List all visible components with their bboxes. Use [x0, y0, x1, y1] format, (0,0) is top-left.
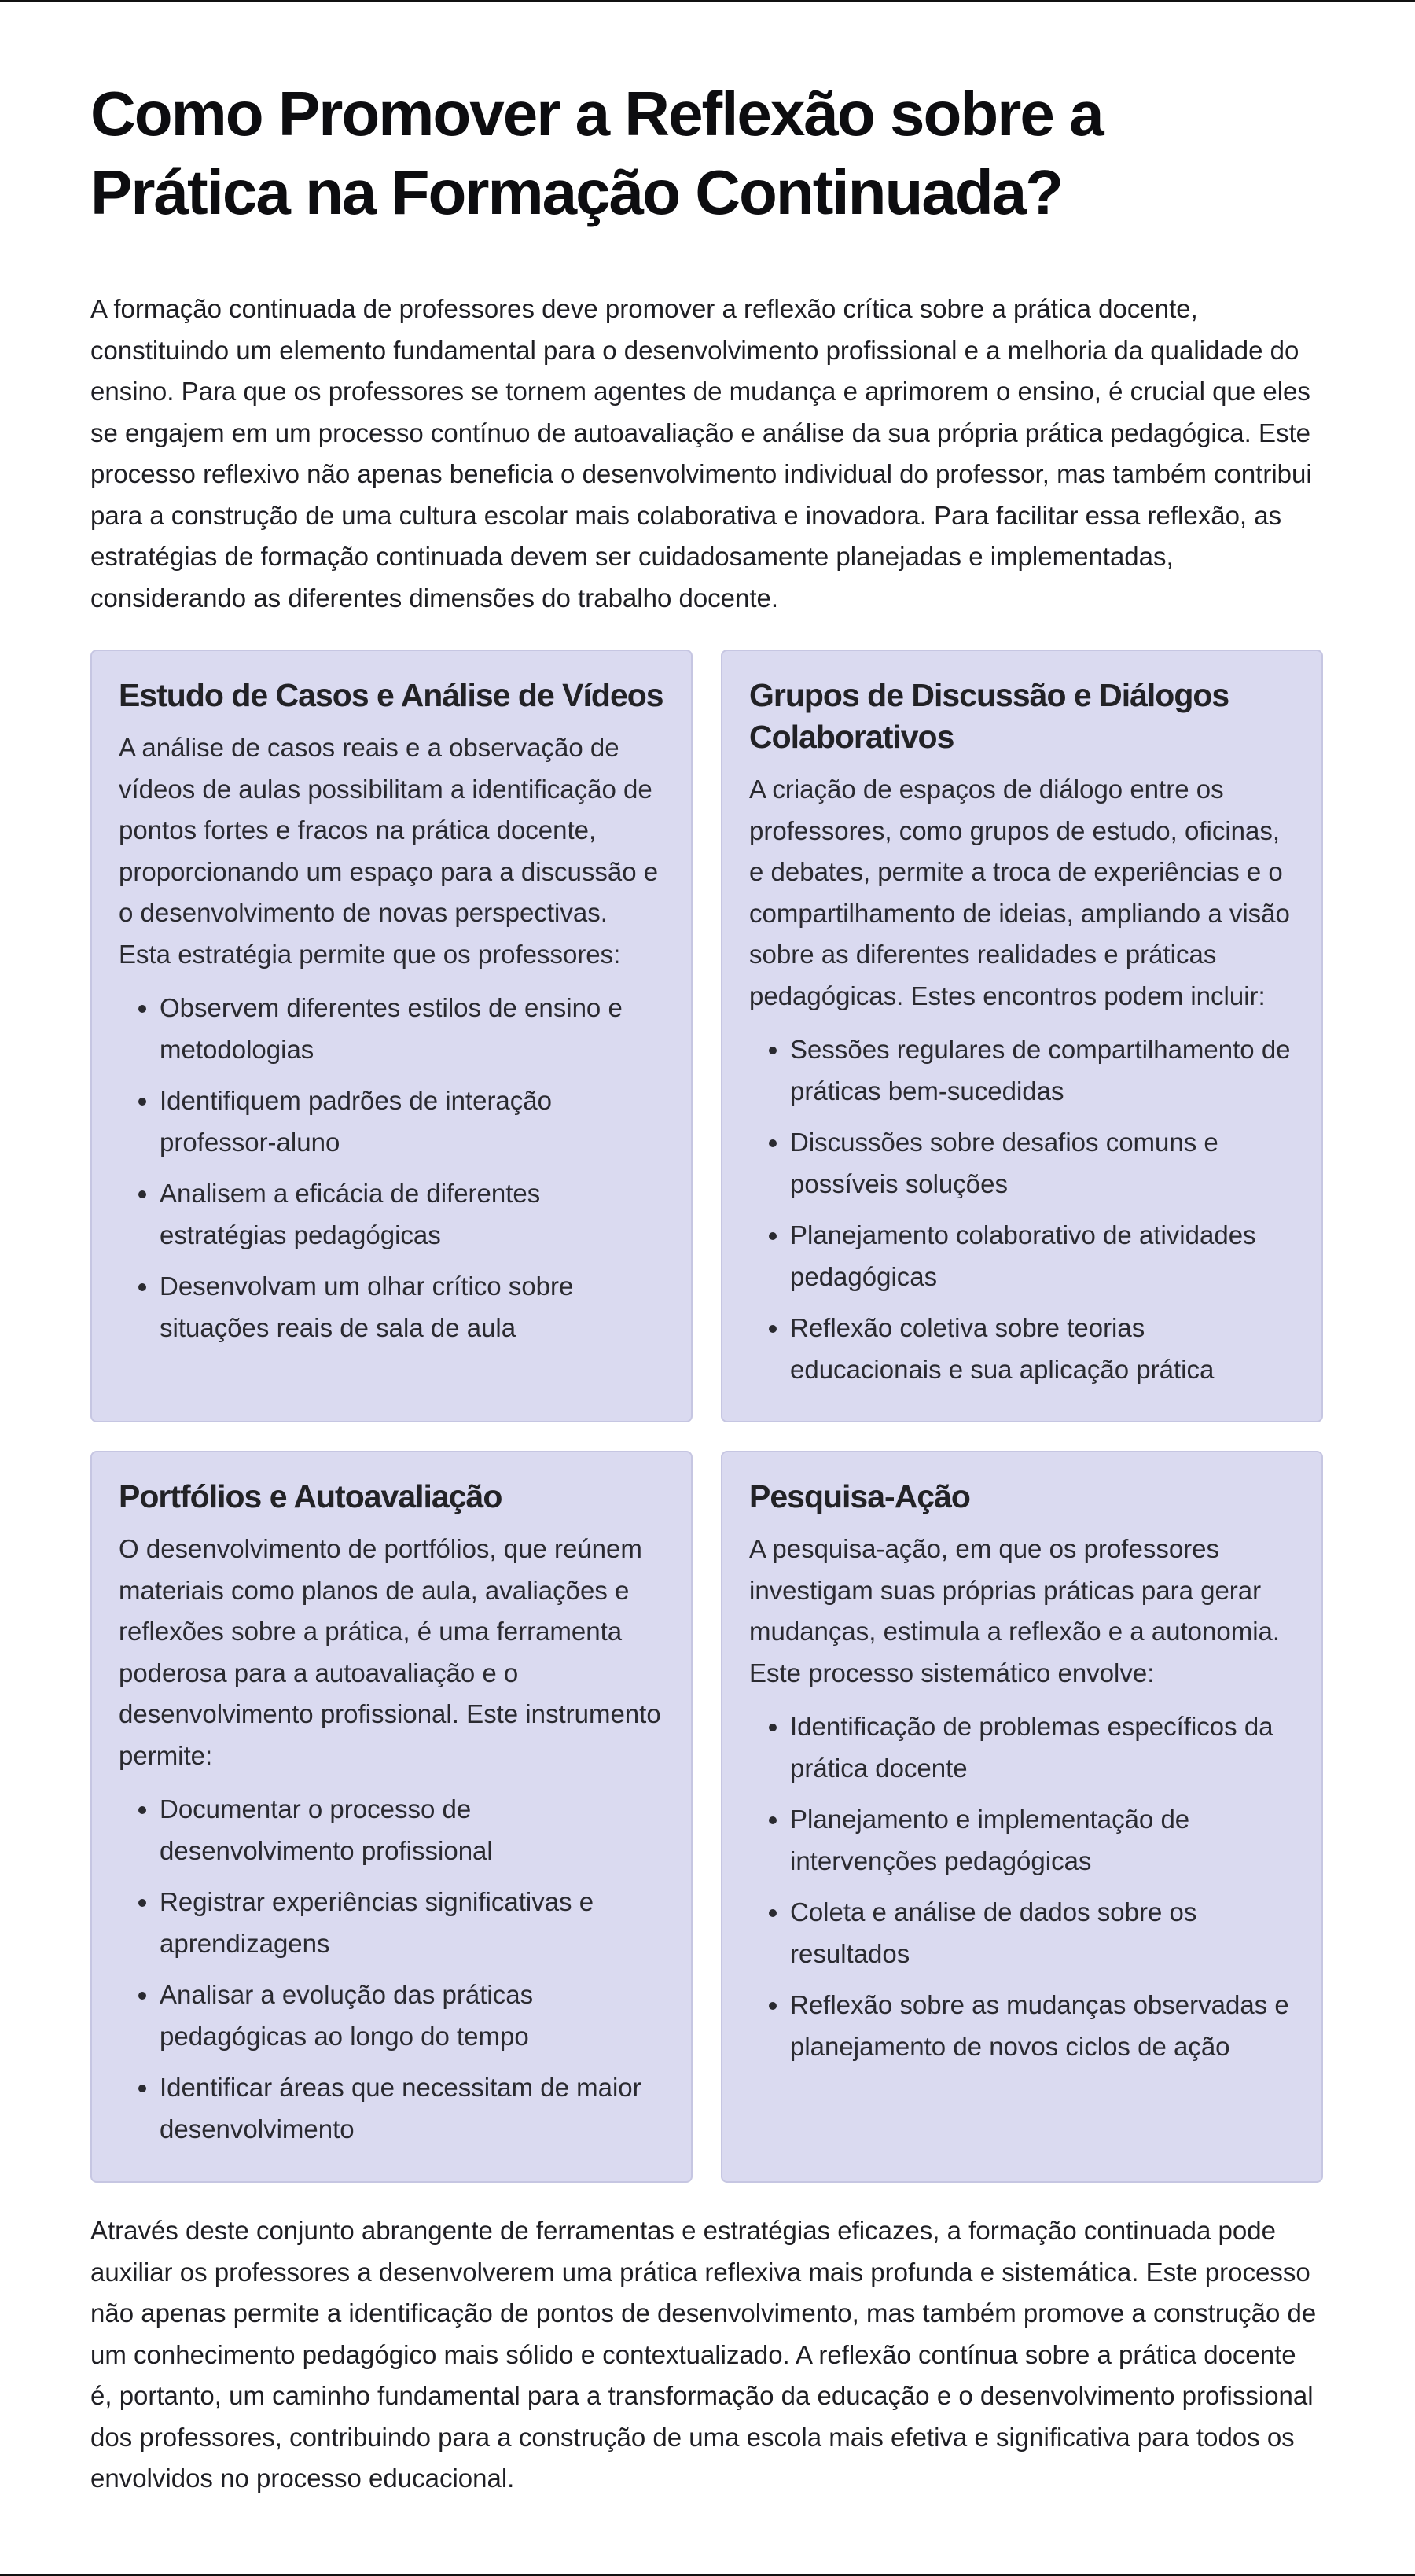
- conclusion-paragraph: Através deste conjunto abrangente de ferramentas e estratégias eficazes, a formação continuada pode auxiliar os professores a desenvolverem uma prática reflexiva mais profunda e sistemática. Este processo não apenas permite a identificação de pontos de desenvolvimento, mas também promove a construção de um conhecimento pedagógico mais sólido e contextualizado. A reflexão contínua sobre a prática docente é, portanto, um caminho fundamental para a transformação da educação e o desenvolvimento profissional dos professores, contribuindo para a construção de uma escola mais efetiva e significativa para todos os envolvidos no processo educacional.: [90, 2216, 1317, 2493]
- card-case-studies: [90, 650, 693, 1422]
- list-item: • Identifiquem padrões de interação professor-aluno: [160, 1080, 664, 1163]
- card-title: Grupos de Discussão e Diálogos Colaborativos: [749, 677, 1229, 755]
- list-item: • Reflexão coletiva sobre teorias educacionais e sua aplicação prática: [790, 1308, 1295, 1390]
- list-item: • Coleta e análise de dados sobre os resultados: [790, 1892, 1295, 1974]
- list-item: • Identificação de problemas específicos da prática docente: [790, 1706, 1295, 1789]
- list-item: • Desenvolvam um olhar crítico sobre situações reais de sala de aula: [160, 1266, 664, 1349]
- card-title: Pesquisa-Ação: [749, 1478, 970, 1514]
- list-item: • Documentar o processo de desenvolvimento profissional: [160, 1789, 664, 1871]
- card-discussion-groups: [721, 650, 1323, 1422]
- list-item: • Sessões regulares de compartilhamento de práticas bem-sucedidas: [790, 1029, 1295, 1112]
- card-text: A criação de espaços de diálogo entre os professores, como grupos de estudo, oficinas, e debates, permite a troca de experiências e o compartilhamento de ideias, ampliando a visão sobre as diferentes realidades e práticas pedagógicas. Estes encontros podem incluir:: [749, 775, 1290, 1010]
- list-item: • Analisar a evolução das práticas pedagógicas ao longo do tempo: [160, 1974, 664, 2057]
- card-text: A análise de casos reais e a observação de vídeos de aulas possibilitam a identificação de pontos fortes e fracos na prática docente, proporcionando um espaço para a discussão e o desenvolvimento de novas perspectivas. Esta estratégia permite que os professores:: [119, 733, 659, 969]
- card-title: Estudo de Casos e Análise de Vídeos: [119, 677, 663, 713]
- list-item: • Planejamento e implementação de intervenções pedagógicas: [790, 1799, 1295, 1882]
- card-title: Portfólios e Autoavaliação: [119, 1478, 502, 1514]
- card-list: [749, 1706, 1295, 2067]
- list-item: • Planejamento colaborativo de atividades pedagógicas: [790, 1215, 1295, 1297]
- card-action-research: [721, 1451, 1323, 2183]
- card-list: [119, 1789, 664, 2150]
- list-item: • Discussões sobre desafios comuns e possíveis soluções: [790, 1122, 1295, 1205]
- list-item: • Observem diferentes estilos de ensino e metodologias: [160, 988, 664, 1070]
- card-text: A pesquisa-ação, em que os professores investigam suas próprias práticas para gerar mudanças, estimula a reflexão e a autonomia. Este processo sistemático envolve:: [749, 1534, 1281, 1687]
- list-item: • Analisem a eficácia de diferentes estratégias pedagógicas: [160, 1173, 664, 1256]
- list-item: • Registrar experiências significativas e aprendizagens: [160, 1882, 664, 1964]
- card-text: O desenvolvimento de portfólios, que reúnem materiais como planos de aula, avaliações e reflexões sobre a prática, é uma ferramenta poderosa para a autoavaliação e o desenvolvimento profissional. Este instrumento permite:: [119, 1534, 661, 1770]
- list-item: • Identificar áreas que necessitam de maior desenvolvimento: [160, 2067, 664, 2150]
- list-item: • Reflexão sobre as mudanças observadas e planejamento de novos ciclos de ação: [790, 1985, 1295, 2067]
- intro-paragraph: A formação continuada de professores deve promover a reflexão crítica sobre a prática docente, constituindo um elemento fundamental para o desenvolvimento profissional e a melhoria da qualidade do ensino. Para que os professores se tornem agentes de mudança e aprimorem o ensino, é crucial que eles se engajem em um processo contínuo de autoavaliação e análise da sua própria prática pedagógica. Este processo reflexivo não apenas beneficia o desenvolvimento individual do professor, mas também contribui para a construção de uma cultura escolar mais colaborativa e inovadora. Para facilitar essa reflexão, as estratégias de formação continuada devem ser cuidadosamente planejadas e implementadas, considerando as diferentes dimensões do trabalho docente.: [90, 294, 1312, 613]
- strategy-cards: [90, 650, 1323, 2183]
- card-list: [119, 988, 664, 1349]
- page-title: Como Promover a Reflexão sobre a Prática na Formação Continuada?: [90, 79, 1103, 227]
- card-list: [749, 1029, 1295, 1390]
- card-portfolios: [90, 1451, 693, 2183]
